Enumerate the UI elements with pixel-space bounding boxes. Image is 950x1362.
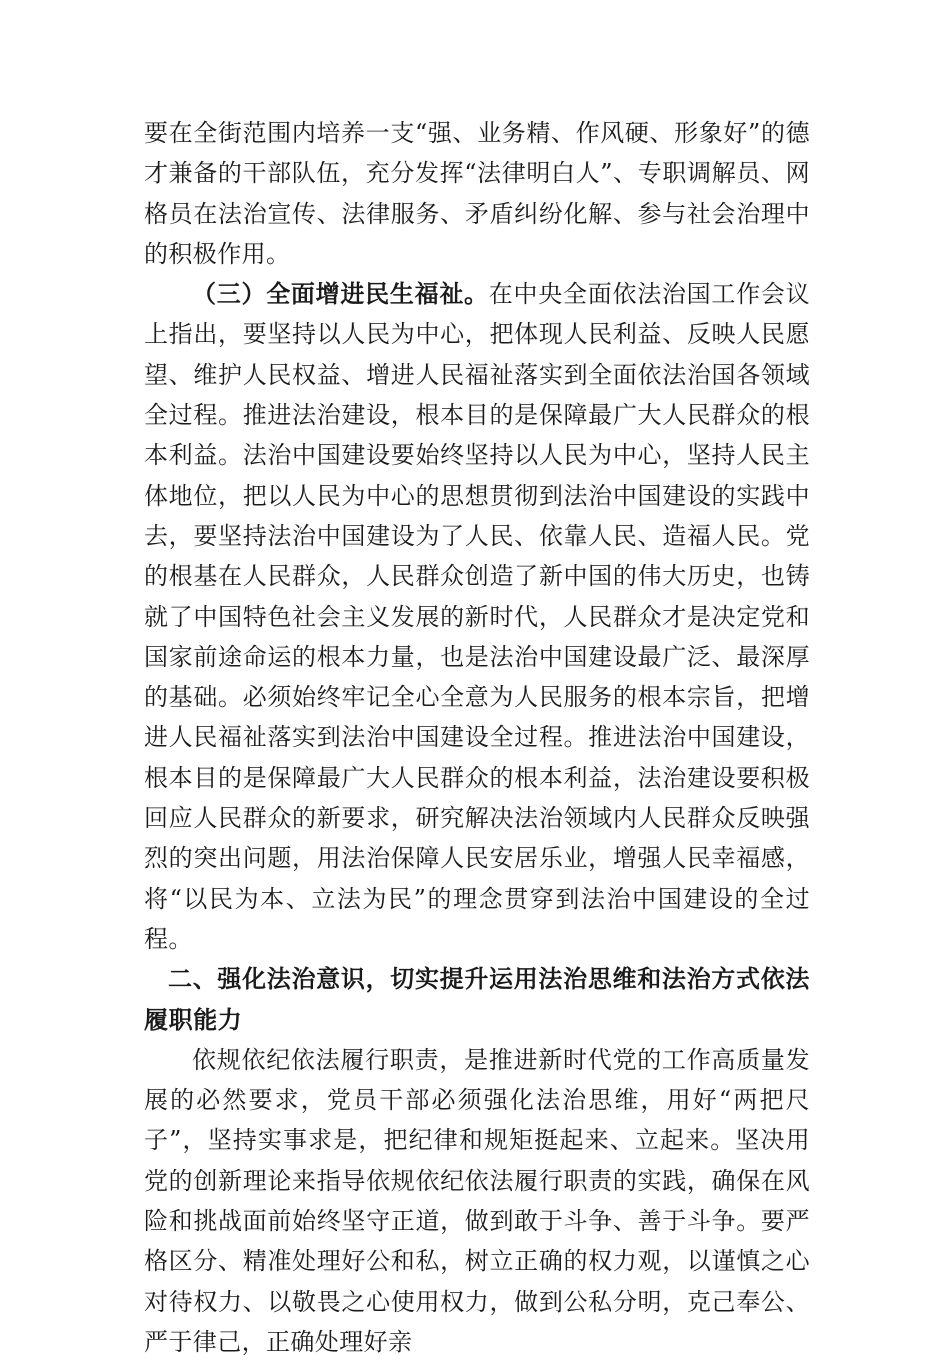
section-subtitle: （三）全面增进民生福祉。 <box>192 279 489 309</box>
section-heading: 二、强化法治意识，切实提升运用法治思维和法治方式依法履职能力 <box>144 965 810 1034</box>
paragraph-body: 在中央全面依法治国工作会议上指出，要坚持以人民为中心，把体现人民利益、反映人民愿望、维护人民权益、增进人民福祉落实到全面依法治国各领域全过程。推进法治建设，根本目的是保障最广大人民群众的根本利益。法治中国建设要始终坚持以人民为中心，坚持人民主体地位，把以人民为中心的思想贯彻到法治中国建设的实践中去，要坚持法治中国建设为了人民、依靠人民、造福人民。党的根基在人民群众，人民群众创造了新中国的伟大历史，也铸就了中国特色社会主义发展的新时代，人民群众才是决定党和国家前途命运的根本力量，也是法治中国建设最广泛、最深厚的基础。必须始终牢记全心全意为人民服务的根本宗旨，把增进人民福祉落实到法治中国建设全过程。推进法治中国建设，根本目的是保障最广大人民群众的根本利益，法治建设要积极回应人民群众的新要求，研究解决法治领域内人民群众反映强烈的突出问题，用法治保障人民安居乐业，增强人民幸福感，将“以民为本、立法为民”的理念贯穿到法治中国建设的全过程。 <box>144 280 810 953</box>
document-body <box>144 113 810 1362</box>
paragraph-duty: 依规依纪依法履行职责，是推进新时代党的工作高质量发展的必然要求，党员干部必须强化法治思维，用好“两把尺子”，坚持实事求是，把纪律和规矩挺起来、立起来。坚决用党的创新理论来指导依规依纪依法履行职责的实践，确保在风险和挑战面前始终坚守正道，做到敢于斗争、善于斗争。要严格区分、精准处理好公和私，树立正确的权力观，以谨慎之心对待权力、以敬畏之心使用权力，做到公私分明，克己奉公、严于律己，正确处理好亲 <box>144 1045 810 1356</box>
paragraph-people-welfare <box>144 274 810 959</box>
paragraph-continuation: 要在全街范围内培养一支“强、业务精、作风硬、形象好”的德才兼备的干部队伍，充分发挥“法律明白人”、专职调解员、网格员在法治宣传、法律服务、矛盾纠纷化解、参与社会治理中的积极作用。 <box>144 119 810 268</box>
